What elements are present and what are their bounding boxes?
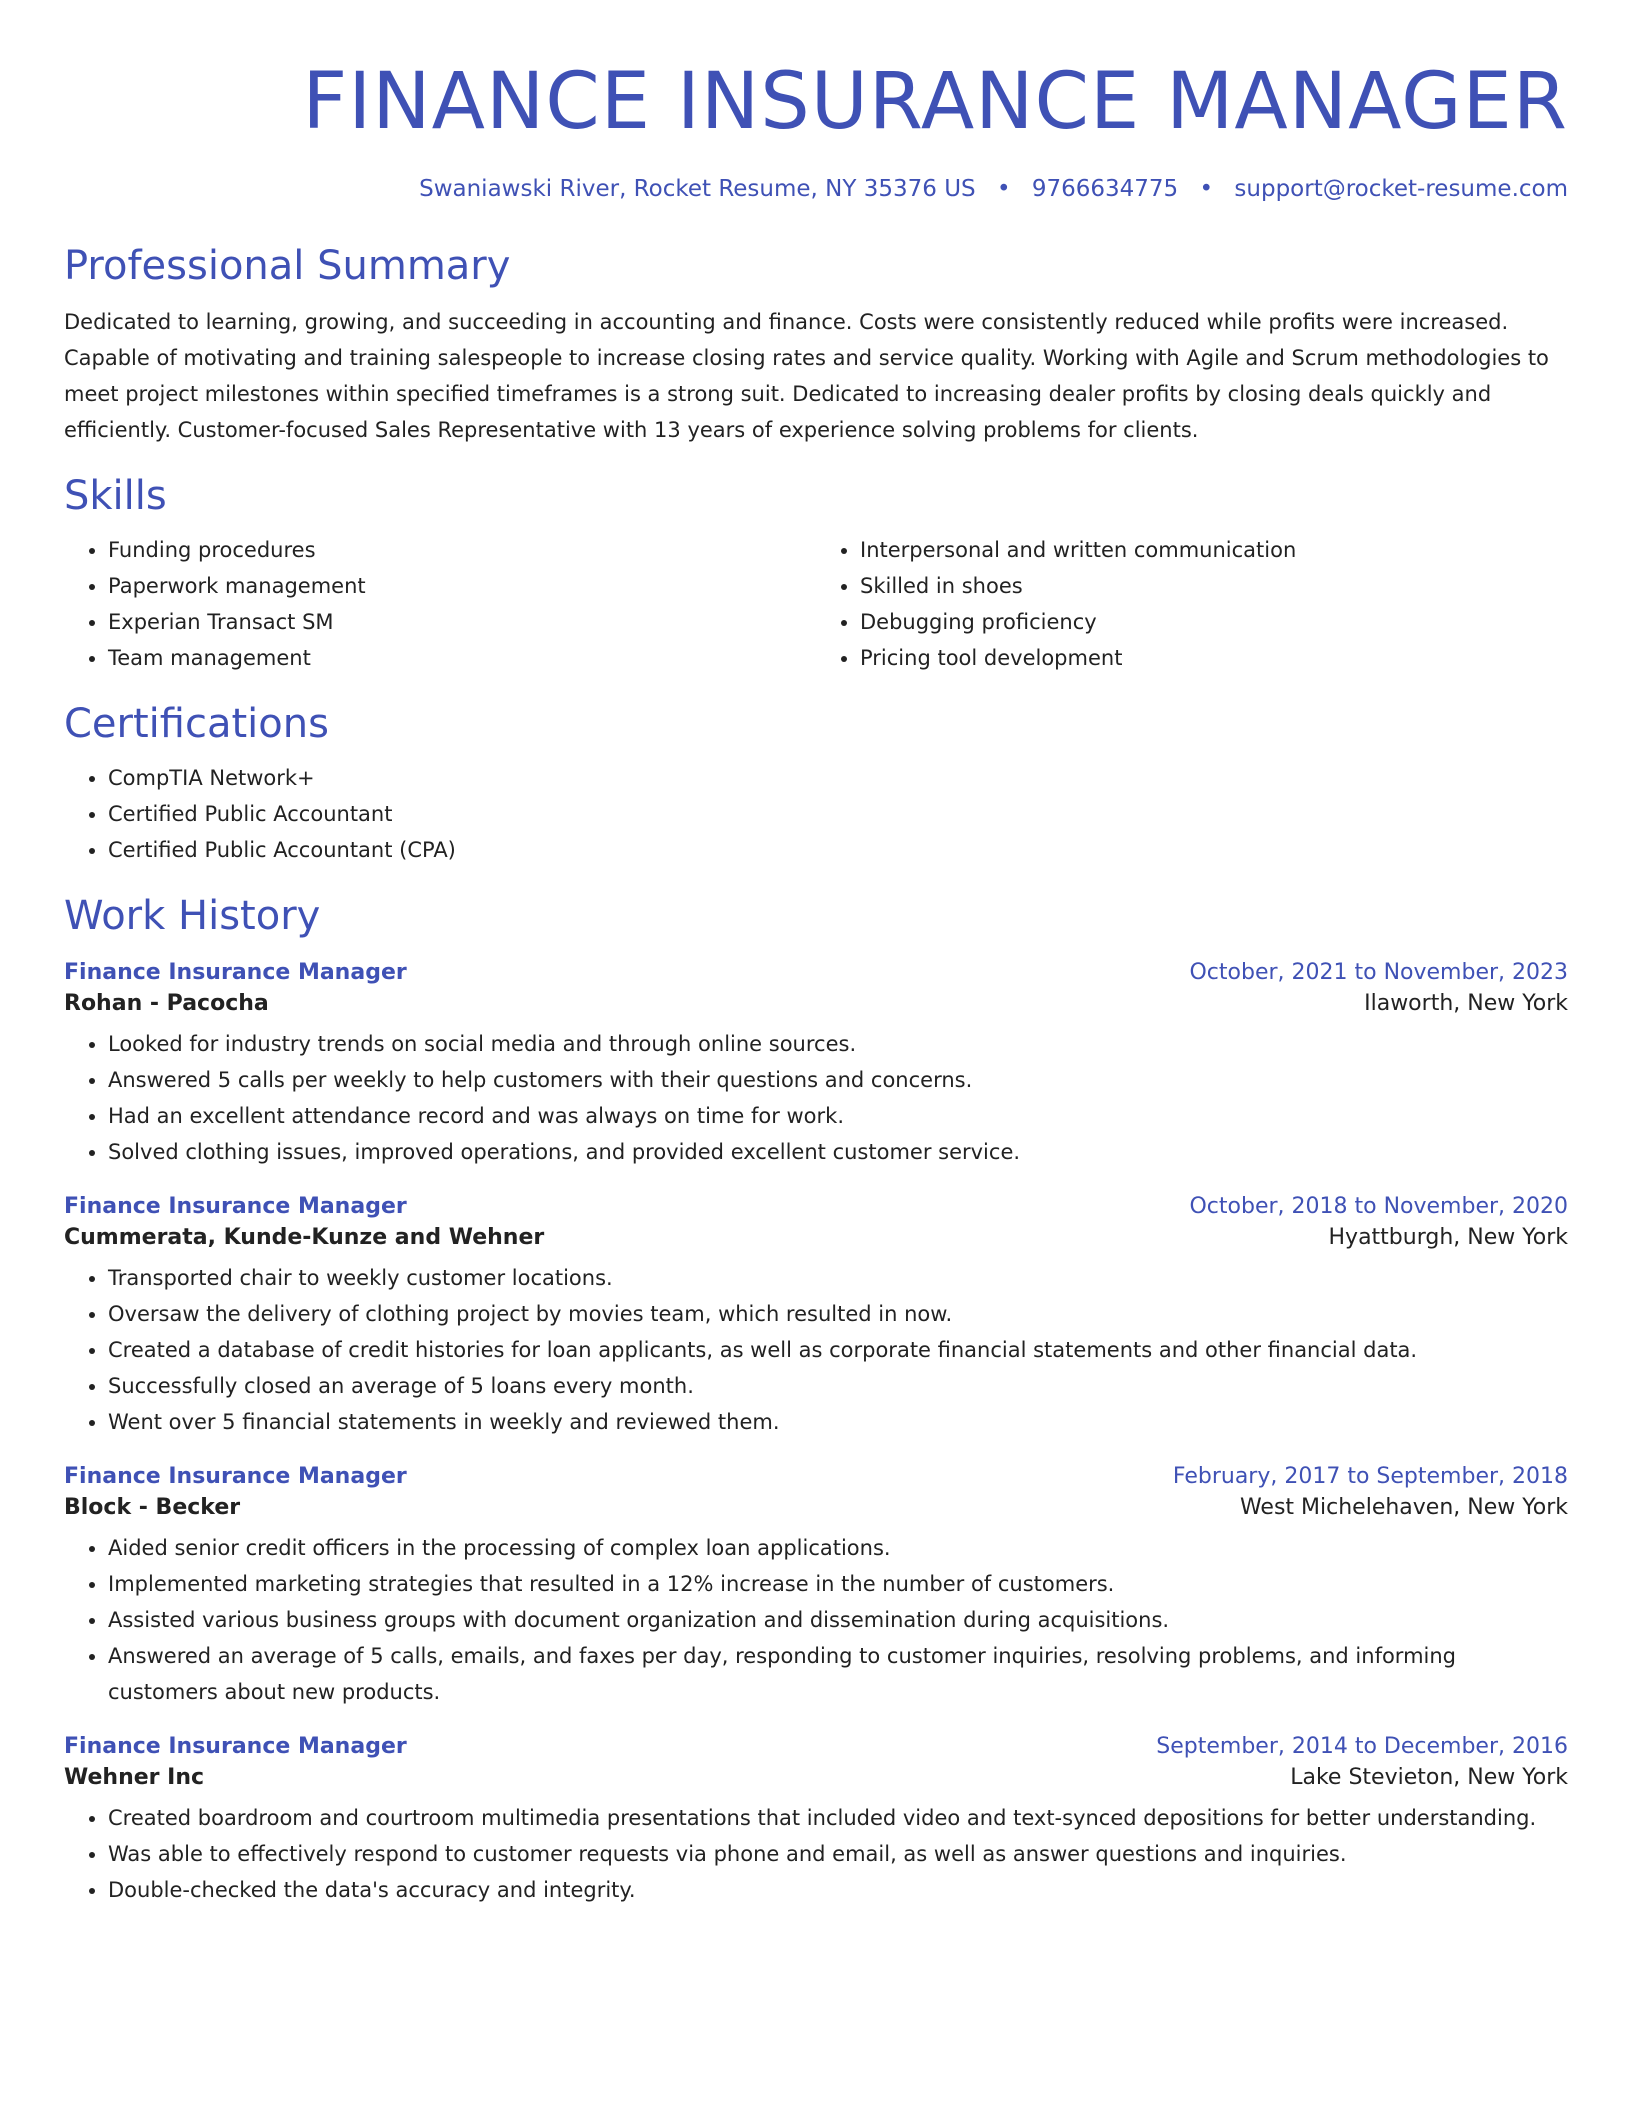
job-company: Block - Becker xyxy=(64,1494,241,1520)
job-location: Ilaworth, New York xyxy=(1364,990,1568,1016)
skills-list-right xyxy=(816,532,1568,676)
certifications-section xyxy=(64,700,1568,868)
section-title-certifications: Certifications xyxy=(64,700,329,747)
email-link[interactable]: support@rocket-resume.com xyxy=(1234,175,1568,202)
job-subheader xyxy=(64,991,1568,1016)
job-company: Rohan - Pacocha xyxy=(64,990,269,1016)
job-dates: September, 2014 to December, 2016 xyxy=(1156,1733,1568,1759)
list-item: • Implemented marketing strategies that resulted in a 12% increase in the number of customers. xyxy=(108,1566,1568,1602)
job-entry xyxy=(64,1194,1568,1440)
list-item: • Pricing tool development xyxy=(860,640,1568,676)
resume-header xyxy=(64,56,1568,202)
candidate-name: FINANCE INSURANCE MANAGER xyxy=(302,57,1568,147)
job-location: Hyattburgh, New York xyxy=(1328,1224,1568,1250)
list-item: • Successfully closed an average of 5 loans every month. xyxy=(108,1368,1568,1404)
list-item: • Created a database of credit histories for loan applicants, as well as corporate financial statements and other financial data. xyxy=(108,1332,1568,1368)
list-item: • CompTIA Network+ xyxy=(108,760,1568,796)
job-header xyxy=(64,1194,1568,1219)
contact-line xyxy=(64,176,1568,202)
job-title: Finance Insurance Manager xyxy=(64,1463,407,1489)
job-company: Cummerata, Kunde-Kunze and Wehner xyxy=(64,1224,545,1250)
list-item: • Oversaw the delivery of clothing project by movies team, which resulted in now. xyxy=(108,1296,1568,1332)
job-dates: October, 2021 to November, 2023 xyxy=(1189,959,1568,985)
job-entry xyxy=(64,960,1568,1170)
list-item: • Aided senior credit officers in the processing of complex loan applications. xyxy=(108,1530,1568,1566)
list-item: • Debugging proficiency xyxy=(860,604,1568,640)
job-bullets xyxy=(64,1800,1568,1908)
list-item: • Was able to effectively respond to customer requests via phone and email, as well as answer questions and inquiries. xyxy=(108,1836,1568,1872)
separator-dot: • xyxy=(996,175,1011,202)
job-company: Wehner Inc xyxy=(64,1764,205,1790)
job-header xyxy=(64,1464,1568,1489)
section-title-skills: Skills xyxy=(64,472,167,519)
job-location: Lake Stevieton, New York xyxy=(1290,1764,1568,1790)
section-title-summary: Professional Summary xyxy=(64,242,511,289)
job-title: Finance Insurance Manager xyxy=(64,1733,407,1759)
job-dates: February, 2017 to September, 2018 xyxy=(1172,1463,1568,1489)
job-title: Finance Insurance Manager xyxy=(64,1193,407,1219)
list-item: • Interpersonal and written communication xyxy=(860,532,1568,568)
list-item: • Assisted various business groups with document organization and dissemination during acquisitions. xyxy=(108,1602,1568,1638)
address: Swaniawski River, Rocket Resume, NY 35376 US xyxy=(419,175,976,202)
work-history-section xyxy=(64,892,1568,1908)
summary-text: Dedicated to learning, growing, and succeeding in accounting and finance. Costs were consistently reduced while profits were increased. Capable of motivating and training salespeople to increase closing rates and service quality. Working with Agile and Scrum methodologies to meet project milestones within specified timeframes is a strong suit. Dedicated to increasing dealer profits by closing deals quickly and efficiently. Customer-focused Sales Representative with 13 years of experience solving problems for clients. xyxy=(64,309,1549,442)
skills-list-left xyxy=(64,532,816,676)
certifications-list xyxy=(64,760,1568,868)
phone: 9766634775 xyxy=(1031,175,1179,202)
separator-dot: • xyxy=(1199,175,1214,202)
job-subheader xyxy=(64,1765,1568,1790)
list-item: • Funding procedures xyxy=(108,532,816,568)
list-item: • Certified Public Accountant xyxy=(108,796,1568,832)
job-header xyxy=(64,960,1568,985)
list-item: • Skilled in shoes xyxy=(860,568,1568,604)
skills-section xyxy=(64,472,1568,676)
list-item: • Solved clothing issues, improved operations, and provided excellent customer service. xyxy=(108,1134,1568,1170)
job-header xyxy=(64,1734,1568,1759)
job-subheader xyxy=(64,1495,1568,1520)
list-item: • Had an excellent attendance record and was always on time for work. xyxy=(108,1098,1568,1134)
list-item: • Experian Transact SM xyxy=(108,604,816,640)
job-bullets xyxy=(64,1260,1568,1440)
job-subheader xyxy=(64,1225,1568,1250)
job-location: West Michelehaven, New York xyxy=(1239,1494,1568,1520)
list-item: • Created boardroom and courtroom multimedia presentations that included video and text-synced depositions for better understanding. xyxy=(108,1800,1568,1836)
skills-grid xyxy=(64,532,1568,676)
list-item: • Went over 5 financial statements in weekly and reviewed them. xyxy=(108,1404,1568,1440)
job-dates: October, 2018 to November, 2020 xyxy=(1189,1193,1568,1219)
list-item: • Answered 5 calls per weekly to help customers with their questions and concerns. xyxy=(108,1062,1568,1098)
list-item: • Transported chair to weekly customer locations. xyxy=(108,1260,1568,1296)
list-item: • Paperwork management xyxy=(108,568,816,604)
summary-section xyxy=(64,242,1568,448)
job-bullets xyxy=(64,1026,1568,1170)
job-title: Finance Insurance Manager xyxy=(64,959,407,985)
section-title-work-history: Work History xyxy=(64,892,321,939)
list-item: • Answered an average of 5 calls, emails, and faxes per day, responding to customer inquiries, resolving problems, and informing customers about new products. xyxy=(108,1638,1568,1710)
list-item: • Team management xyxy=(108,640,816,676)
job-entry xyxy=(64,1734,1568,1908)
list-item: • Looked for industry trends on social media and through online sources. xyxy=(108,1026,1568,1062)
job-entry xyxy=(64,1464,1568,1710)
job-bullets xyxy=(64,1530,1568,1710)
list-item: • Certified Public Accountant (CPA) xyxy=(108,832,1568,868)
list-item: • Double-checked the data's accuracy and integrity. xyxy=(108,1872,1568,1908)
